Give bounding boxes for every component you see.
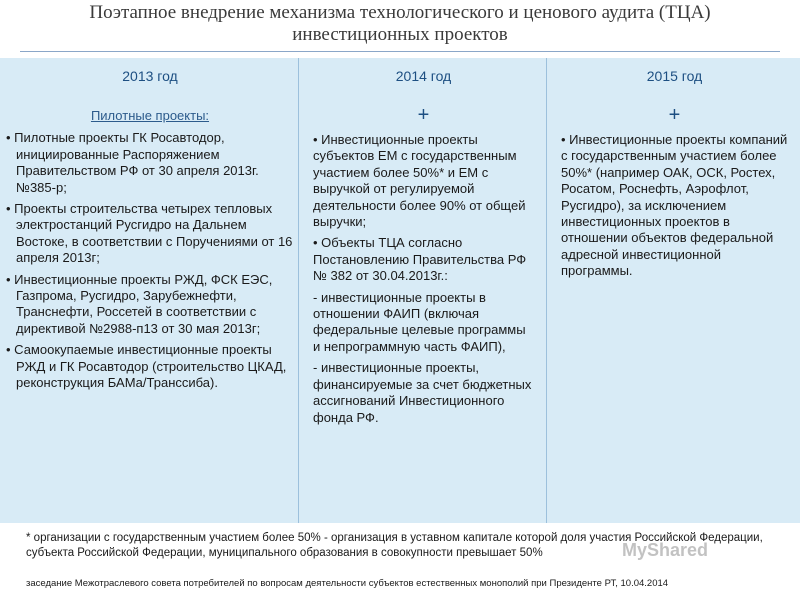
source-caption: заседание Межотраслевого совета потребителей по вопросам деятельности субъектов естественных монополий при Президенте РТ, 10.04.2014 — [26, 578, 669, 589]
column-2014-plus: + — [417, 104, 430, 126]
column-2013-subtitle: Пилотные проекты: — [90, 108, 210, 123]
list-item: • Инвестиционные проекты РЖД, ФСК ЕЭС, Газпрома, Русгидро, Зарубежнефти, Транснефти, Россетей в соответствии с директивой №2988-п13 от 30 мая 2013г; — [6, 272, 294, 338]
list-item: • Проекты строительства четырех тепловых электростанций Русгидро на Дальнем Востоке, в соответствии с Поручениями от 16 апреля 2013г; — [6, 201, 294, 267]
list-item: • Инвестиционные проекты компаний с государственным участием более 50%* (например ОАК, ОСК, Ростех, Росатом, Роснефть, Аэрофлот, Русгидро), за исключением инвестиционных проектов в отношении объектов федеральной адресной инвестиционной программы. — [561, 132, 788, 279]
column-2014-year: 2014 год — [395, 68, 452, 84]
watermark: MyShared — [622, 540, 709, 560]
list-item: - инвестиционные проекты в отношении ФАИП (включая федеральные целевые программы и непрограммную часть ФАИП), — [313, 289, 526, 354]
list-item: • Пилотные проекты ГК Росавтодор, инициированные Распоряжением Правительством РФ от 30 апреля 2013г. №385-р; — [6, 130, 294, 196]
list-item: • Объекты ТЦА согласно Постановлению Правительства РФ № 382 от 30.04.2013г.: — [313, 235, 527, 284]
list-item: • Самоокупаемые инвестиционные проекты РЖД и ГК Росавтодор (строительство ЦКАД, реконструкция БАМа/Транссиба). — [6, 342, 294, 391]
list-item: • Инвестиционные проекты субъектов ЕМ с государственным участием более 50%* и ЕМ с выручкой от регулируемой деятельности более 90% от общей выручки; — [313, 132, 526, 230]
column-2013-year: 2013 год — [122, 68, 178, 84]
column-2014 — [298, 58, 546, 523]
column-2013 — [0, 58, 298, 523]
slide-title — [0, 0, 800, 52]
column-2015-year: 2015 год — [646, 68, 703, 84]
column-2015 — [546, 58, 800, 523]
slide-title-line2: инвестиционных проектов — [292, 24, 508, 45]
content-panel — [0, 58, 800, 523]
column-2015-list — [553, 132, 796, 280]
column-2014-list — [305, 132, 542, 426]
column-2015-plus: + — [668, 104, 681, 126]
footnote: * организации с государственным участием более 50% - организация в уставном капитале которой доля участия Российской Федерации, субъекта Российской Федерации, муниципального образования в совокупности превышает 50% — [26, 532, 763, 559]
slide-title-line1: Поэтапное внедрение механизма технологического и ценового аудита (ТЦА) — [89, 2, 711, 23]
title-divider — [20, 51, 780, 52]
list-item: - инвестиционные проекты, финансируемые за счет бюджетных ассигнований Инвестиционного фонда РФ. — [313, 360, 532, 425]
